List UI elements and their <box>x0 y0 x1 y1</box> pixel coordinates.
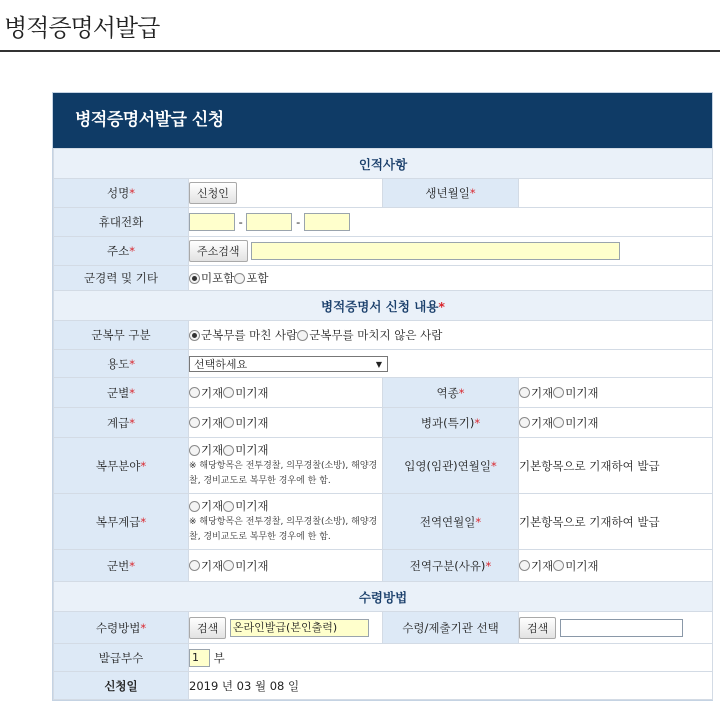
receive-org-field[interactable] <box>560 619 683 637</box>
page-title: 병적증명서발급 <box>4 14 160 42</box>
kind-record-radio[interactable] <box>519 387 530 398</box>
address-search-button[interactable]: 주소검색 <box>189 240 248 262</box>
service-kind-label: 역종* <box>383 378 519 408</box>
career-exclude-radio[interactable] <box>189 273 200 284</box>
phone-field-2[interactable] <box>246 213 292 231</box>
dtype-norecord-radio[interactable] <box>553 560 564 571</box>
specialty-label: 병과(특기)* <box>383 408 519 438</box>
receive-method-label: 수령방법* <box>54 612 189 644</box>
copies-field[interactable]: 1 <box>189 649 210 667</box>
srank-norecord-radio[interactable] <box>223 501 234 512</box>
apply-date-value: 2019 년 03 월 08 일 <box>189 672 713 700</box>
purpose-select[interactable]: 선택하세요 ▼ <box>189 356 388 372</box>
discharge-date-label: 전역연월일* <box>383 494 519 550</box>
name-label: 성명* <box>54 179 189 208</box>
birth-label: 생년월일* <box>383 179 519 208</box>
branch-label: 군별* <box>54 378 189 408</box>
form-table: 인적사항 성명* 신청인 생년월일* 휴대전화 - - 주소* 주소검색 군경력 및 기타 미포함 포함 병적증명서 신청 내용* 군복무 구분 군복무를 마친 사람 군복무를 마치지 않은 사람 용도* 선택하세요 ▼ 군별* 기재 미기재 역종* 기재 미기재 계급* 기재 미기재 병과(특기)* 기재 미기재 복무분야* 기재 미기재 ※ 해당항목은 전투경찰, 의무경찰(소방), 해양경찰, 경비교도로 복무한 경우에 한 함. 입영(임관)연월일* 기본항목으로 기재하여 발급 복무계급* 기재 미기재 ※ 해당항목은 전투경찰, 의무경찰(소방), 해양경찰, 경비교도로 복무한 경우에 한 함. 전역연월일* 기본항목으로 기재하여 발급 군번* 기재 미기재 전역구분(사유)* 기재 미기재 수령방법 수령방법* 검색 온라인발급(본인출력) 수령/제출기관 선택 검색 발급부수 1 부 신청일 2019 년 03 월 08 일 <box>53 148 713 700</box>
phone-field-3[interactable] <box>304 213 350 231</box>
service-completed-radio[interactable] <box>189 330 200 341</box>
phone-label: 휴대전화 <box>54 208 189 237</box>
career-label: 군경력 및 기타 <box>54 266 189 291</box>
service-rank-label: 복무계급* <box>54 494 189 550</box>
kind-norecord-radio[interactable] <box>553 387 564 398</box>
phone-field-1[interactable] <box>189 213 235 231</box>
enlist-date-label: 입영(임관)연월일* <box>383 438 519 494</box>
birth-value <box>519 179 713 208</box>
rank-record-radio[interactable] <box>189 417 200 428</box>
rank-norecord-radio[interactable] <box>223 417 234 428</box>
enlist-date-value: 기본항목으로 기재하여 발급 <box>519 438 713 494</box>
apply-date-label: 신청일 <box>54 672 189 700</box>
section-content: 병적증명서 신청 내용* <box>54 291 713 321</box>
receive-org-label: 수령/제출기관 선택 <box>383 612 519 644</box>
purpose-label: 용도* <box>54 350 189 378</box>
rank-label: 계급* <box>54 408 189 438</box>
number-norecord-radio[interactable] <box>223 560 234 571</box>
service-not-completed-radio[interactable] <box>297 330 308 341</box>
receive-search-button[interactable]: 검색 <box>189 617 226 639</box>
branch-norecord-radio[interactable] <box>223 387 234 398</box>
service-type-label: 군복무 구분 <box>54 321 189 350</box>
field-record-radio[interactable] <box>189 445 200 456</box>
address-field[interactable] <box>251 242 620 260</box>
dtype-record-radio[interactable] <box>519 560 530 571</box>
service-field-note: ※ 해당항목은 전투경찰, 의무경찰(소방), 해양경찰, 경비교도로 복무한 경우에 한 함. <box>189 461 378 486</box>
branch-record-radio[interactable] <box>189 387 200 398</box>
verify-applicant-button[interactable]: 신청인 <box>189 182 237 204</box>
section-personal: 인적사항 <box>54 149 713 179</box>
srank-record-radio[interactable] <box>189 501 200 512</box>
copies-label: 발급부수 <box>54 644 189 672</box>
title-divider <box>0 50 720 52</box>
number-record-radio[interactable] <box>189 560 200 571</box>
application-form <box>52 92 713 701</box>
address-label: 주소* <box>54 237 189 266</box>
field-norecord-radio[interactable] <box>223 445 234 456</box>
service-number-label: 군번* <box>54 550 189 582</box>
chevron-down-icon: ▼ <box>375 359 382 369</box>
receive-method-field[interactable]: 온라인발급(본인출력) <box>230 619 369 637</box>
discharge-date-value: 기본항목으로 기재하여 발급 <box>519 494 713 550</box>
specialty-record-radio[interactable] <box>519 417 530 428</box>
org-search-button[interactable]: 검색 <box>519 617 556 639</box>
specialty-norecord-radio[interactable] <box>553 417 564 428</box>
service-field-label: 복무분야* <box>54 438 189 494</box>
career-include-radio[interactable] <box>234 273 245 284</box>
form-header: 병적증명서발급 신청 <box>53 93 712 148</box>
section-receive: 수령방법 <box>54 582 713 612</box>
discharge-type-label: 전역구분(사유)* <box>383 550 519 582</box>
service-rank-note: ※ 해당항목은 전투경찰, 의무경찰(소방), 해양경찰, 경비교도로 복무한 경우에 한 함. <box>189 517 378 542</box>
